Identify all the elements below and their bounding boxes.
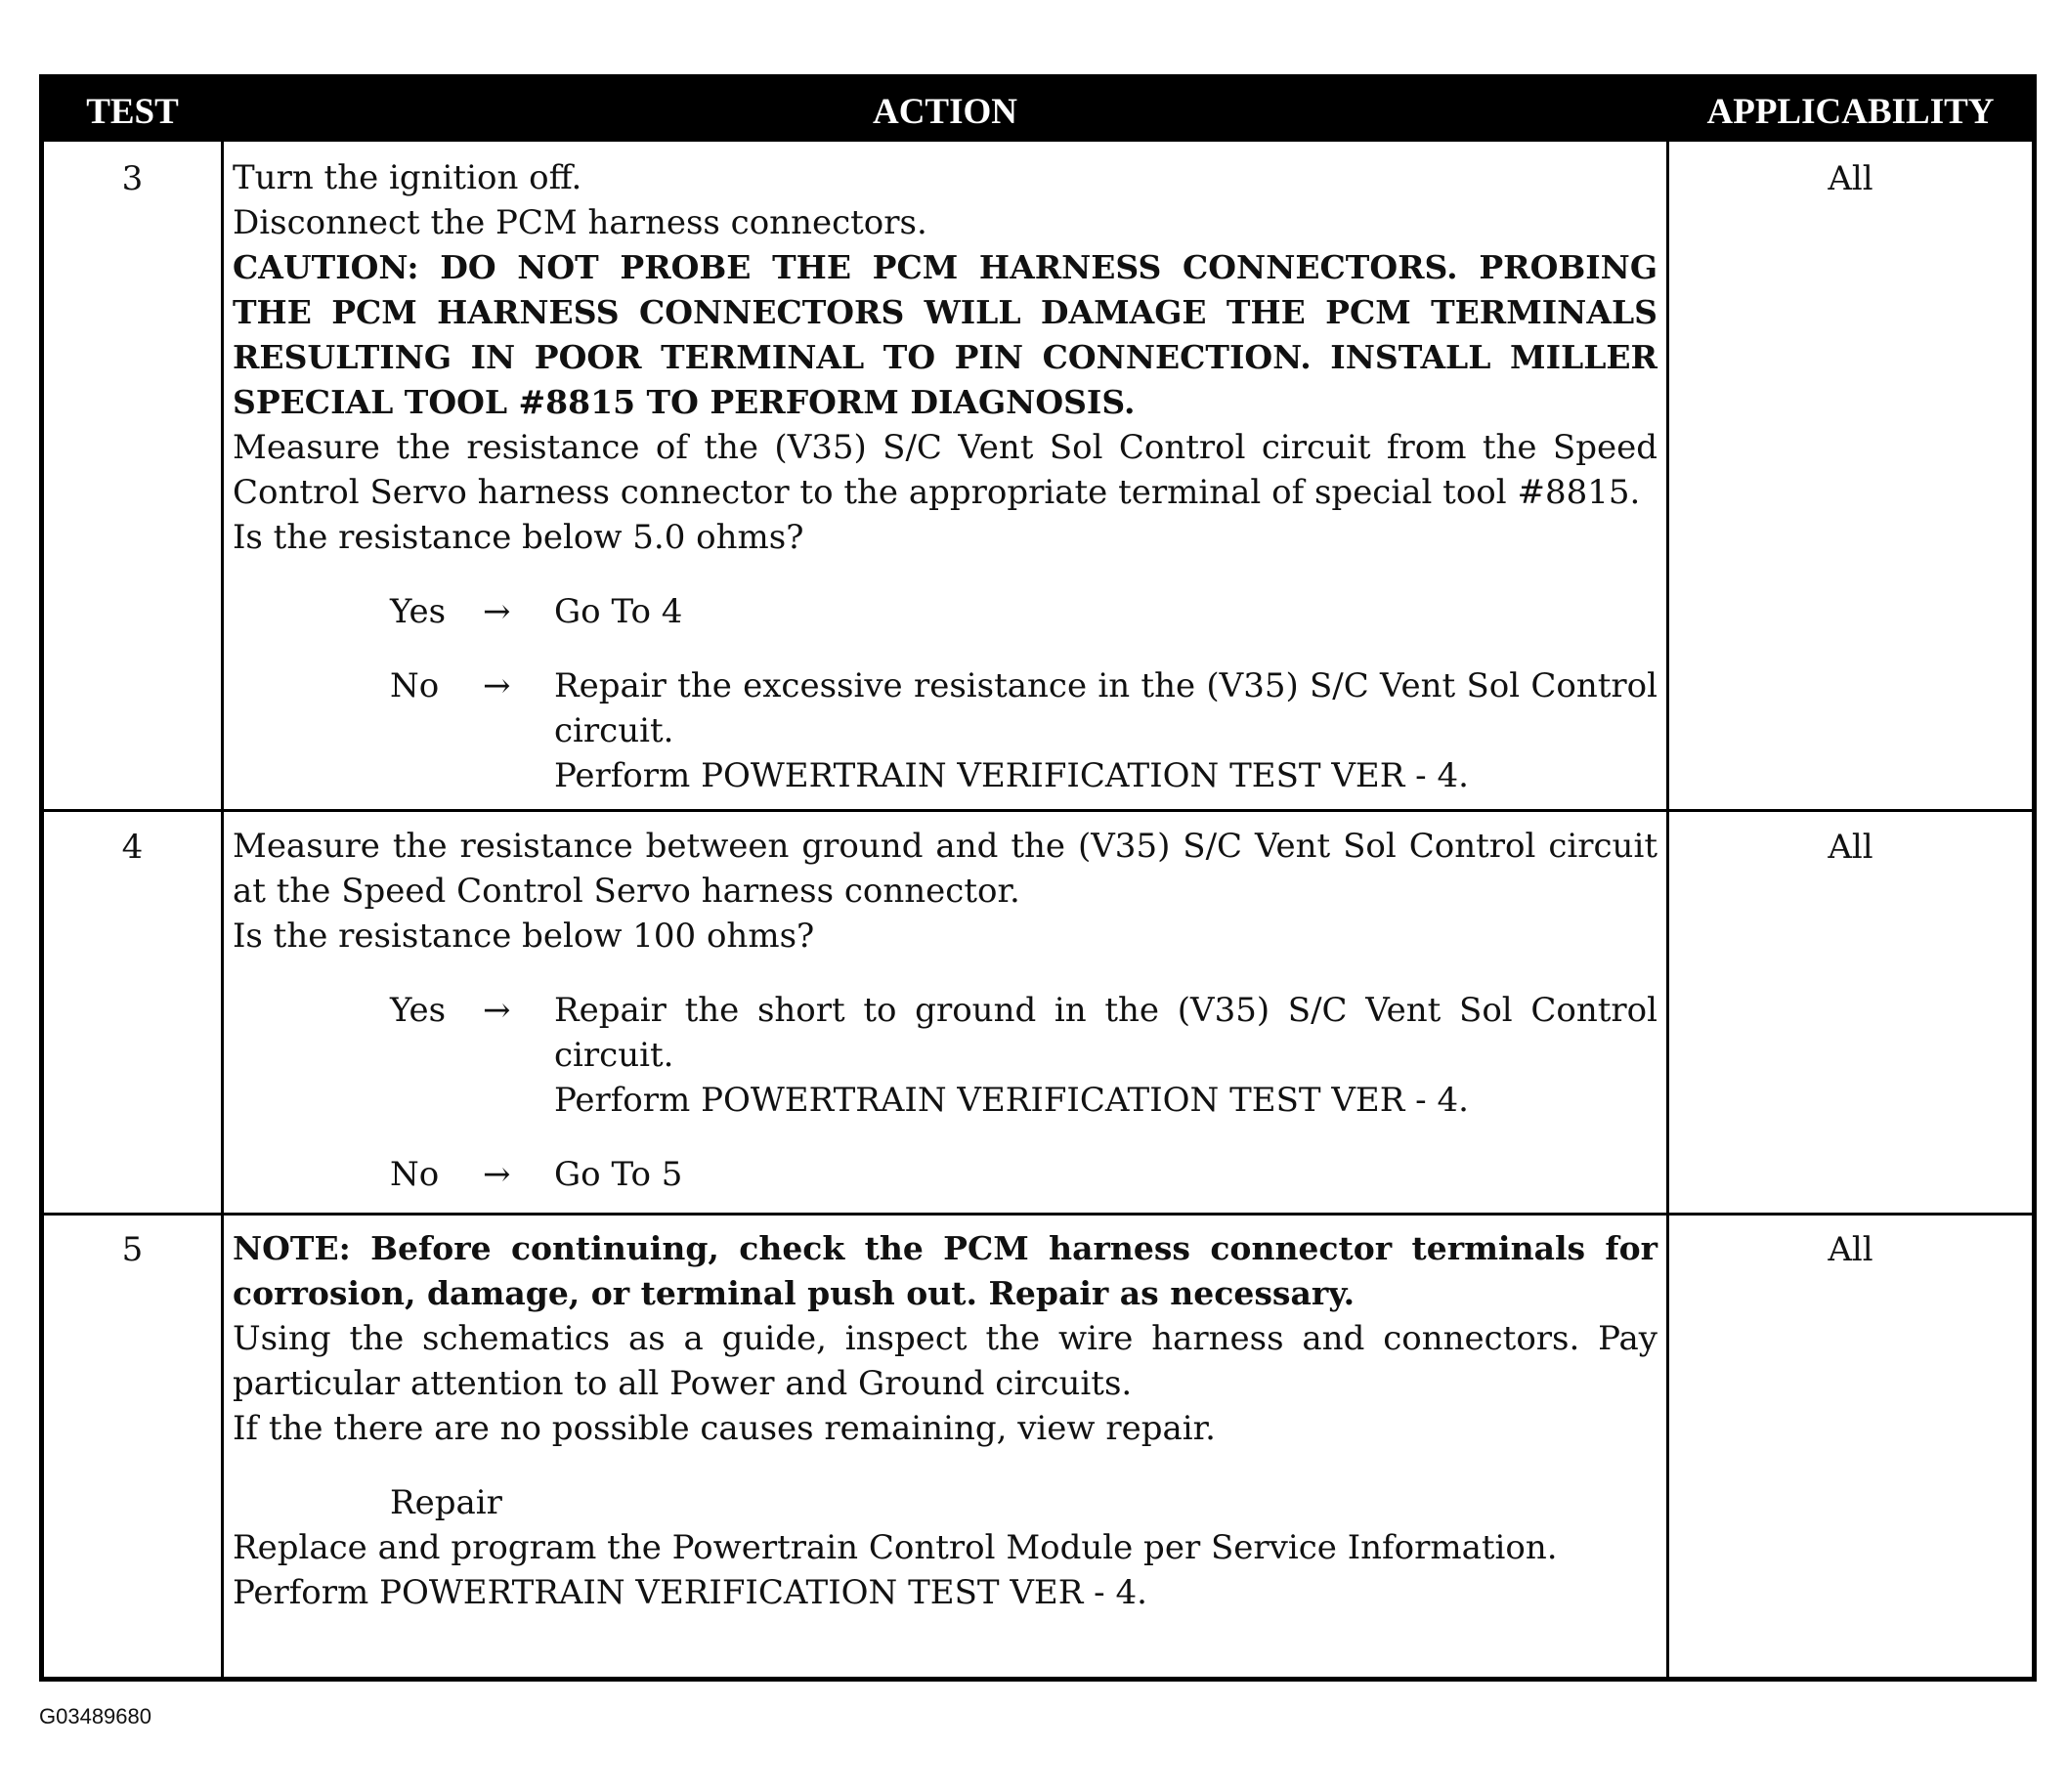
action-cell-test-3 bbox=[233, 155, 1657, 798]
applicability-value: All bbox=[1828, 159, 1873, 198]
header-applicability: APPLICABILITY bbox=[1706, 92, 1995, 132]
table-header bbox=[44, 79, 2032, 142]
answer-text: Perform POWERTRAIN VERIFICATION TEST VER - 4. bbox=[554, 1081, 1469, 1120]
arrow-icon: → bbox=[483, 666, 511, 705]
arrow-icon: → bbox=[483, 592, 511, 631]
figure-code: G03489680 bbox=[39, 1704, 151, 1728]
measure-instruction: Measure the resistance between ground and the (V35) S/C Vent Sol Control circuit at the Speed Control Servo harness connector. bbox=[233, 827, 1657, 911]
action-cell-test-4 bbox=[233, 824, 1657, 1197]
answer-yes bbox=[390, 988, 1657, 1123]
answer-text: Go To 4 bbox=[554, 592, 683, 631]
measure-instruction: Measure the resistance of the (V35) S/C Vent Sol Control circuit from the Speed Control Servo harness connector to the appropriate terminal of special tool #8815. bbox=[233, 428, 1657, 512]
applicability-value: All bbox=[1828, 1230, 1873, 1269]
answer-text: Repair the short to ground in the (V35) S/C Vent Sol Control circuit. bbox=[554, 991, 1657, 1075]
instruction-line: Disconnect the PCM harness connectors. bbox=[233, 203, 927, 242]
answer-label: Yes bbox=[390, 592, 447, 631]
answer-text: Repair the excessive resistance in the (V35) S/C Vent Sol Control circuit. bbox=[554, 666, 1657, 750]
column-divider bbox=[221, 142, 224, 1677]
answer-text: Go To 5 bbox=[554, 1155, 683, 1194]
applicability-value: All bbox=[1828, 828, 1873, 867]
answer-no bbox=[390, 663, 1657, 798]
answer-label: No bbox=[390, 1155, 440, 1194]
test-number: 4 bbox=[121, 828, 144, 867]
repair-text: Replace and program the Powertrain Control Module per Service Information. bbox=[233, 1528, 1558, 1567]
repair-label: Repair bbox=[390, 1483, 502, 1522]
answer-yes bbox=[390, 589, 1657, 634]
column-divider bbox=[1666, 142, 1669, 1677]
action-cell-test-5 bbox=[233, 1226, 1657, 1615]
answer-label: Yes bbox=[390, 991, 447, 1030]
diagnostic-table bbox=[39, 74, 2037, 1682]
remaining-instruction: If the there are no possible causes remaining, view repair. bbox=[233, 1409, 1216, 1448]
instruction-line: Turn the ignition off. bbox=[233, 158, 582, 197]
answer-no bbox=[390, 1152, 1657, 1197]
header-test: TEST bbox=[86, 92, 179, 132]
header-action: ACTION bbox=[872, 92, 1018, 132]
arrow-icon: → bbox=[483, 991, 511, 1030]
answer-text: Perform POWERTRAIN VERIFICATION TEST VER - 4. bbox=[554, 756, 1469, 795]
question-text: Is the resistance below 5.0 ohms? bbox=[233, 518, 804, 557]
test-number: 3 bbox=[121, 159, 144, 198]
caution-text: CAUTION: DO NOT PROBE THE PCM HARNESS CONNECTORS. PROBING THE PCM HARNESS CONNECTORS WILL DAMAGE THE PCM TERMINALS RESULTING IN POOR TERMINAL TO PIN CONNECTION. INSTALL MILLER SPECIAL TOOL #8815 TO PERFORM DIAGNOSIS. bbox=[233, 248, 1657, 421]
test-number: 5 bbox=[121, 1230, 144, 1269]
answer-label: No bbox=[390, 666, 440, 705]
row-divider bbox=[44, 1213, 2032, 1216]
note-text: NOTE: Before continuing, check the PCM harness connector terminals for corrosion, damage, or terminal push out. Repair as necessary. bbox=[233, 1229, 1657, 1312]
arrow-icon: → bbox=[483, 1155, 511, 1194]
question-text: Is the resistance below 100 ohms? bbox=[233, 917, 815, 956]
row-divider bbox=[44, 809, 2032, 812]
inspect-instruction: Using the schematics as a guide, inspect the wire harness and connectors. Pay particular attention to all Power and Ground circuits. bbox=[233, 1319, 1657, 1403]
repair-text: Perform POWERTRAIN VERIFICATION TEST VER - 4. bbox=[233, 1573, 1147, 1612]
